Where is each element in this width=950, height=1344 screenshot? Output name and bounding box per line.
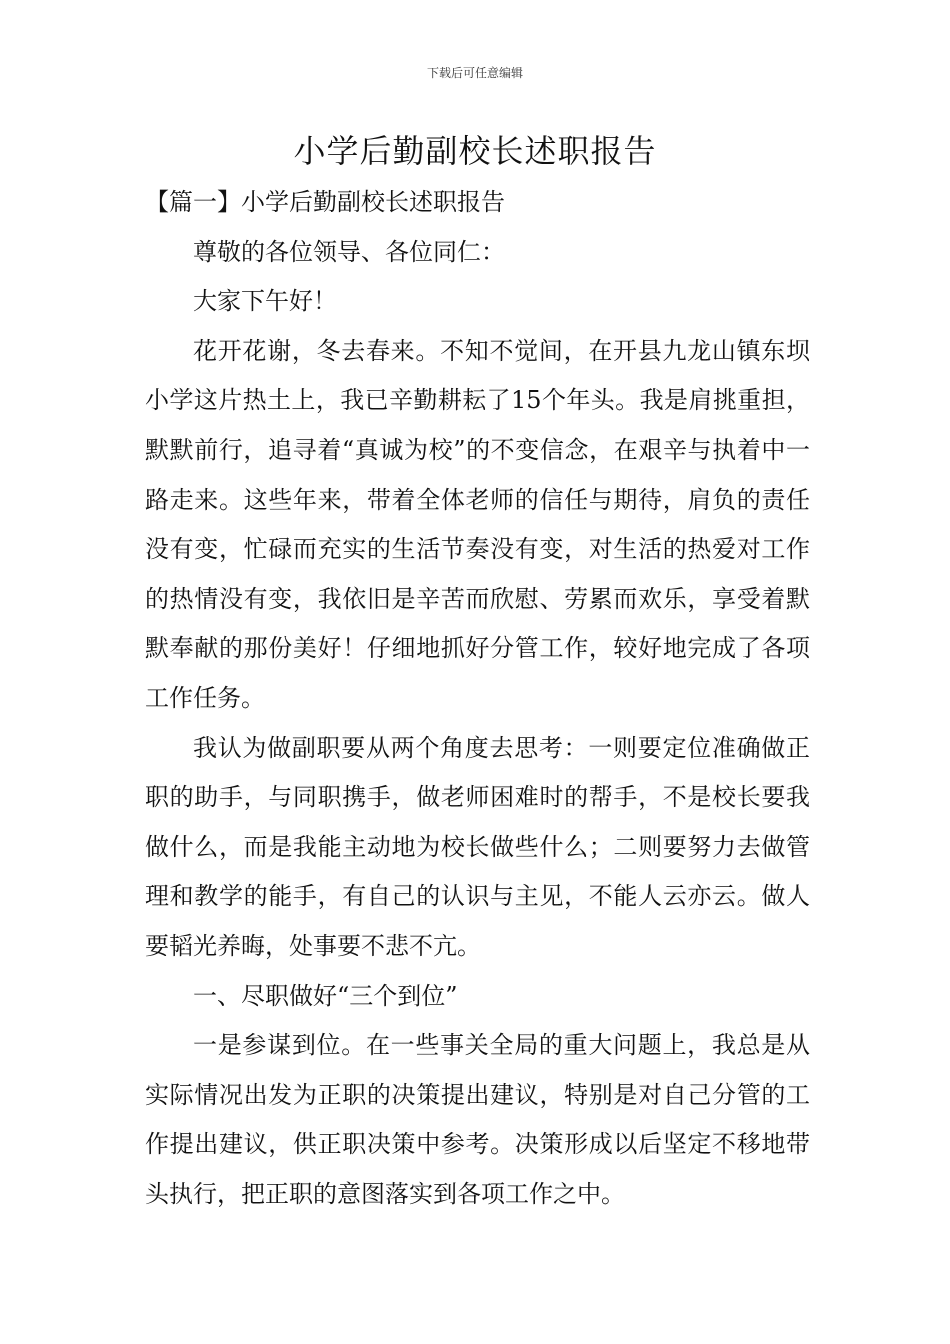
paragraph-salutation: 尊敬的各位领导、各位同仁：: [193, 237, 505, 266]
section-heading: 【篇一】小学后勤副校长述职报告: [145, 188, 505, 216]
page-header-note: 下载后可任意编辑: [426, 66, 523, 80]
paragraph-greeting: 大家下午好！: [193, 287, 337, 316]
subheading-three-in-place: 一、尽职做好“三个到位”: [193, 981, 458, 1010]
paragraph-intro: 花开花谢，冬去春来。不知不觉间，在开县九龙山镇东坝小学这片热土上，我已辛勤耕耘了15个年头。我是肩挑重担，默默前行，追寻着“真诚为校”的不变信念，在艰辛与执着中一路走来。这些年来，带着全体老师的信任与期待，肩负的责任没有变，忙碌而充实的生活节奏没有变，对生活的热爱对工作的热情没有变，我依旧是辛苦而欣慰、劳累而欢乐，享受着默默奉献的那份美好！仔细地抓好分管工作，较好地完成了各项工作任务。: [145, 336, 810, 712]
paragraph-role: 我认为做副职要从两个角度去思考：一则要定位准确做正职的助手，与同职携手，做老师困难时的帮手，不是校长要我做什么，而是我能主动地为校长做些什么；二则要努力去做管理和教学的能手，有自己的认识与主见，不能人云亦云。做人要韬光养晦，处事要不悲不亢。: [145, 733, 810, 960]
document-body: [145, 178, 810, 1219]
paragraph-advisory: 一是参谋到位。在一些事关全局的重大问题上，我总是从实际情况出发为正职的决策提出建议，特别是对自己分管的工作提出建议，供正职决策中参考。决策形成以后坚定不移地带头执行，把正职的意图落实到各项工作之中。: [145, 1031, 810, 1208]
document-title: 小学后勤副校长述职报告: [293, 132, 657, 170]
